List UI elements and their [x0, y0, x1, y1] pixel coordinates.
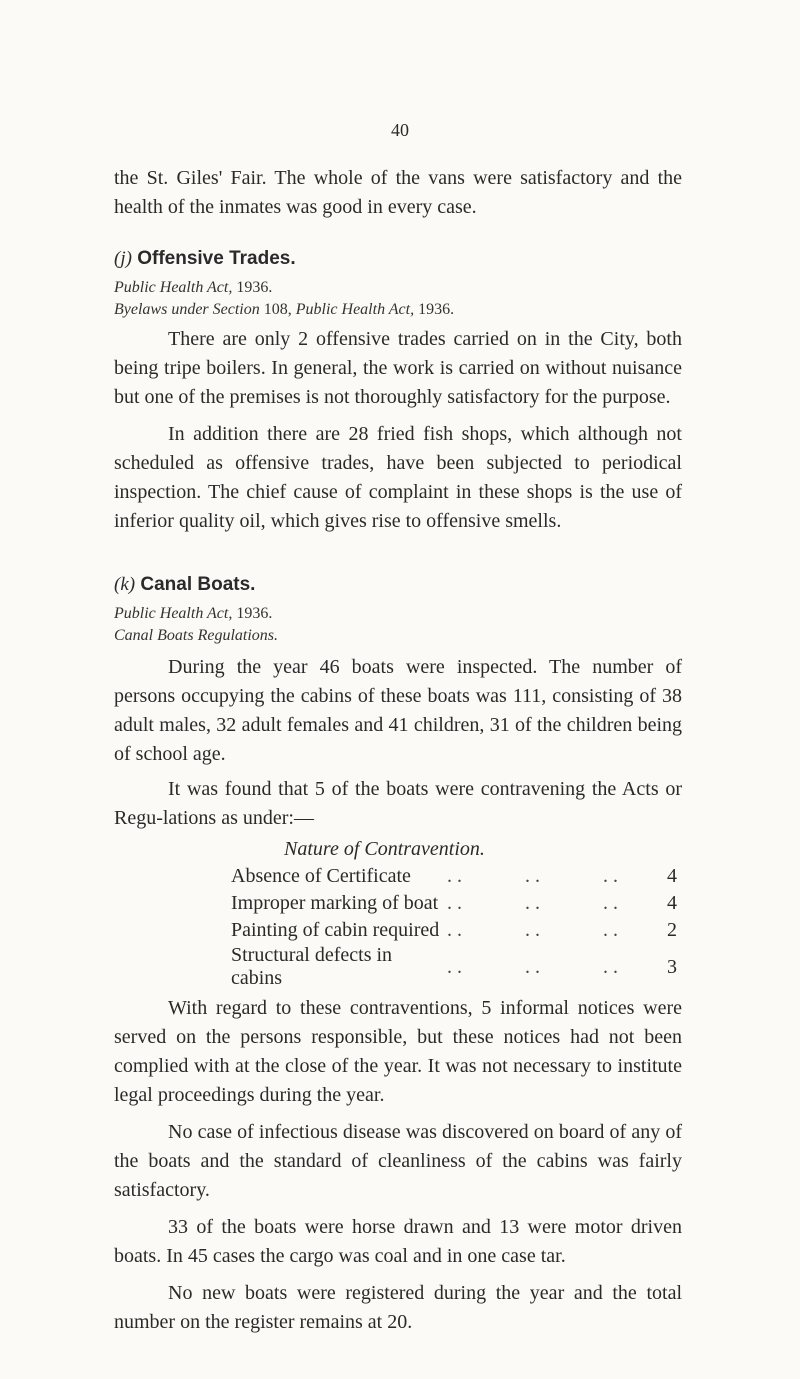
contravention-row — [231, 863, 677, 890]
byelaws-act: Public Health Act, — [295, 301, 415, 318]
paragraph-canal-boats-4: No case of infectious disease was discovered on board of any of the boats and the standard of cleanliness of the cabins was fairly satisfactory. — [114, 1121, 682, 1201]
contravention-count: 3 — [667, 955, 677, 978]
intro-paragraph: the St. Giles' Fair. The whole of the vans were satisfactory and the health of the inmates was good in every case. — [114, 167, 682, 218]
section-offensive-trades — [114, 246, 682, 536]
dot-leader: . . — [447, 865, 462, 887]
contravention-count: 2 — [667, 919, 677, 941]
act-year: 1936. — [236, 279, 273, 296]
paragraph-canal-boats-5: 33 of the boats were horse drawn and 13 were motor driven boats. In 45 cases the cargo was coal and in one case tar. — [114, 1216, 682, 1267]
dot-leader: . . — [447, 892, 462, 914]
section-letter-k: (k) — [114, 574, 136, 595]
contravention-count: 4 — [667, 892, 677, 914]
byelaws-reference-j — [114, 299, 682, 321]
dot-leader: . . — [603, 865, 618, 887]
byelaws-section: 108, — [263, 301, 292, 318]
contravention-row — [231, 917, 677, 944]
paragraph-canal-boats-6: No new boats were registered during the year and the total number on the register remains at 20. — [114, 1282, 682, 1333]
dot-leader: . . — [525, 865, 540, 887]
dot-leader: . . — [603, 955, 618, 978]
act-name: Public Health Act, — [114, 279, 233, 296]
contravention-label: Improper marking of boat — [231, 892, 439, 914]
contravention-label: Structural defects in cabins — [231, 944, 393, 989]
contravention-table — [231, 863, 677, 990]
page-content — [114, 164, 682, 1337]
dot-leader: . . — [447, 955, 462, 978]
contravention-table-title: Nature of Contravention. — [284, 838, 485, 860]
act-reference-j — [114, 277, 682, 299]
act-name: Public Health Act, — [114, 605, 233, 622]
dot-leader: . . — [447, 919, 462, 941]
section-title-k: Canal Boats. — [140, 574, 256, 595]
paragraph-canal-boats-2: It was found that 5 of the boats were contravening the Acts or Regu-lations as under:— — [114, 778, 682, 829]
section-heading-k — [114, 572, 682, 598]
byelaws-text: Byelaws under Section — [114, 301, 260, 318]
page-number: 40 — [391, 120, 409, 140]
dot-leader: . . — [603, 892, 618, 914]
contravention-row — [231, 944, 677, 990]
regulations-reference-k: Canal Boats Regulations. — [114, 627, 278, 644]
section-title-j: Offensive Trades. — [137, 248, 296, 269]
section-letter-j: (j) — [114, 248, 132, 269]
paragraph-canal-boats-1: During the year 46 boats were inspected. The number of persons occupying the cabins of these boats was 111, consisting of 38 adult males, 32 adult females and 41 children, 31 of the children being of school age. — [114, 656, 682, 765]
paragraph-canal-boats-3: With regard to these contraventions, 5 informal notices were served on the persons responsible, but these notices had not been complied with at the close of the year. It was not necessary to institute legal proceedings during the year. — [114, 997, 682, 1106]
dot-leader: . . — [525, 892, 540, 914]
section-canal-boats — [114, 572, 682, 1337]
section-heading-j — [114, 246, 682, 272]
dot-leader: . . — [525, 955, 540, 978]
contravention-row — [231, 890, 677, 917]
byelaws-year: 1936. — [418, 301, 455, 318]
paragraph-offensive-trades-1: There are only 2 offensive trades carried on in the City, both being tripe boilers. In general, the work is carried on without nuisance but one of the premises is not thoroughly satisfactory for the purpose. — [114, 328, 682, 408]
act-reference-k — [114, 603, 682, 625]
contravention-label: Painting of cabin required — [231, 919, 440, 941]
dot-leader: . . — [525, 919, 540, 941]
dot-leader: . . — [603, 919, 618, 941]
act-year: 1936. — [236, 605, 273, 622]
contravention-count: 4 — [667, 865, 677, 887]
contravention-label: Absence of Certificate — [231, 865, 411, 887]
paragraph-offensive-trades-2: In addition there are 28 fried fish shops, which although not scheduled as offensive trades, have been subjected to periodical inspection. The chief cause of complaint in these shops is the use of inferior quality oil, which gives rise to offensive smells. — [114, 423, 682, 532]
